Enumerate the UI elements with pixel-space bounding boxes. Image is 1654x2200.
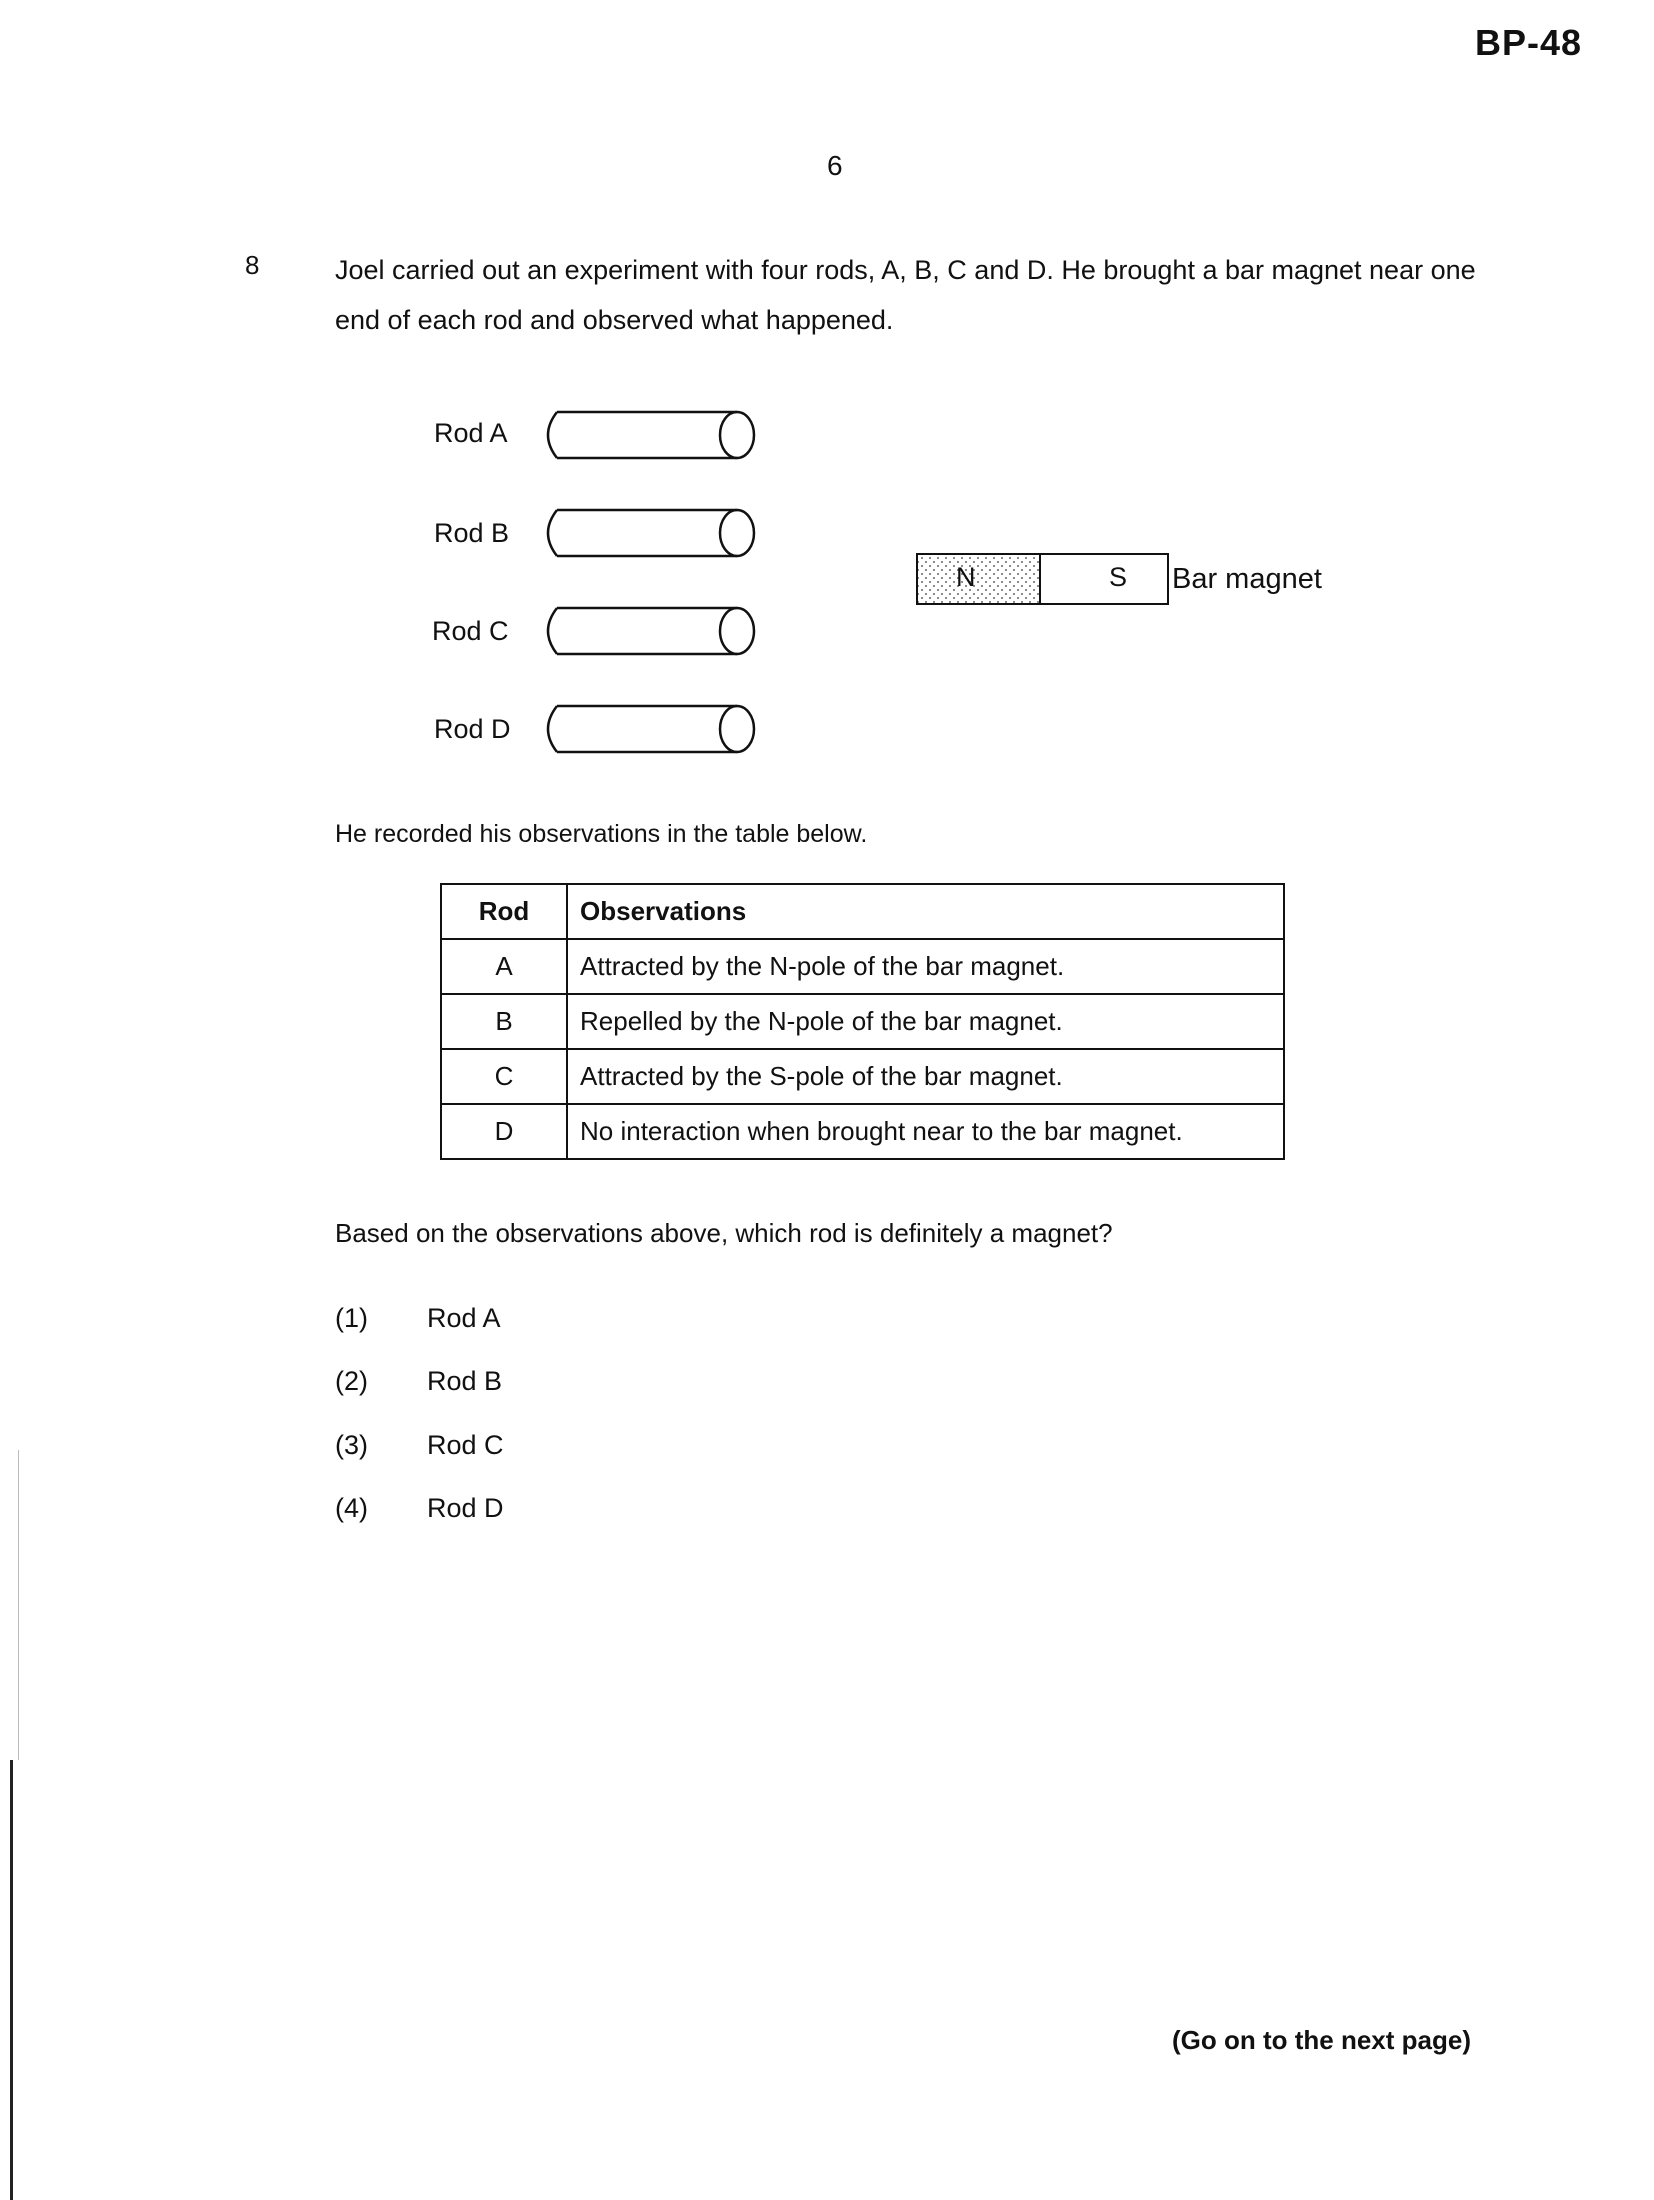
header-observations: Observations	[567, 884, 1284, 939]
question-number: 8	[245, 250, 260, 280]
table-header-row	[441, 884, 1284, 939]
rod-label-a: Rod A	[434, 418, 508, 448]
table-row	[441, 1104, 1284, 1159]
option-number: (1)	[335, 1303, 368, 1333]
rod-c-drawing	[537, 606, 767, 658]
rod-b-drawing	[537, 508, 767, 560]
table-row	[441, 939, 1284, 994]
rod-label-c: Rod C	[432, 616, 509, 646]
option-text[interactable]: Rod D	[427, 1493, 504, 1523]
option-number: (3)	[335, 1430, 368, 1460]
option-number: (2)	[335, 1366, 368, 1396]
option-text[interactable]: Rod B	[427, 1366, 503, 1396]
bar-magnet-label: Bar magnet	[1172, 563, 1322, 595]
table-intro: He recorded his observations in the table below.	[335, 820, 868, 848]
cell-rod: C	[441, 1049, 567, 1104]
footer-next-page: (Go on to the next page)	[1172, 2025, 1471, 2055]
rod-d-drawing	[537, 704, 767, 756]
binding-edge-line	[10, 1760, 13, 2200]
cell-observation: Attracted by the S-pole of the bar magnet.	[567, 1049, 1284, 1104]
rod-a-drawing	[537, 410, 767, 462]
paper-code: BP-48	[1474, 22, 1582, 63]
header-rod: Rod	[441, 884, 567, 939]
cell-observation: Attracted by the N-pole of the bar magnet.	[567, 939, 1284, 994]
question-prompt: Based on the observations above, which rod is definitely a magnet?	[335, 1218, 1113, 1248]
cell-observation: No interaction when brought near to the bar magnet.	[567, 1104, 1284, 1159]
table-row	[441, 994, 1284, 1049]
option-text[interactable]: Rod A	[427, 1303, 501, 1333]
scan-margin-line	[18, 1450, 19, 1760]
bar-magnet	[916, 552, 1172, 608]
cell-rod: D	[441, 1104, 567, 1159]
cell-observation: Repelled by the N-pole of the bar magnet.	[567, 994, 1284, 1049]
option-number: (4)	[335, 1493, 368, 1523]
cell-rod: A	[441, 939, 567, 994]
page-number: 6	[827, 150, 843, 181]
rod-label-b: Rod B	[434, 518, 510, 548]
observations-table	[440, 883, 1285, 1160]
magnet-south-pole: S	[1109, 562, 1128, 592]
cell-rod: B	[441, 994, 567, 1049]
question-stem: Joel carried out an experiment with four rods, A, B, C and D. He brought a bar magnet near one end of each rod and observed what happened.	[335, 255, 1476, 335]
rod-label-d: Rod D	[434, 714, 511, 744]
option-text[interactable]: Rod C	[427, 1430, 504, 1460]
magnet-north-pole: N	[956, 562, 976, 592]
table-row	[441, 1049, 1284, 1104]
